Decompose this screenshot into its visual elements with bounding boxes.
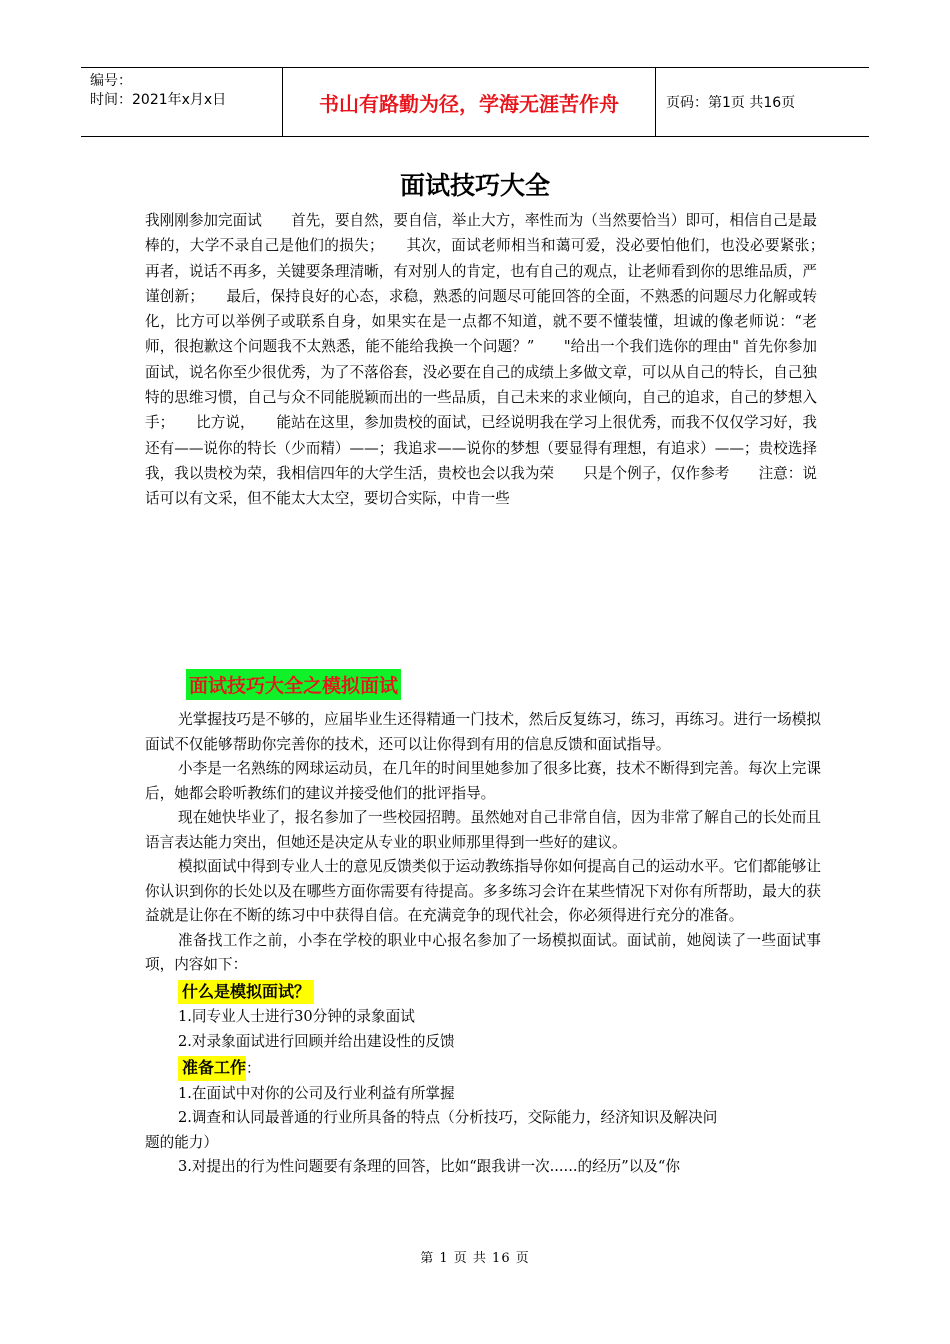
document-title: 面试技巧大全 <box>399 171 550 200</box>
prep-heading: 准备工作 <box>178 1056 246 1081</box>
list-item: 3.对提出的行为性问题要有条理的回答，比如“跟我讲一次......的经历”以及“你 <box>178 1158 680 1175</box>
what-is-heading: 什么是模拟面试？ <box>178 980 314 1005</box>
prep-heading-row <box>145 1056 821 1082</box>
paragraph: 现在她快毕业了，报名参加了一些校园招聘。虽然她对自己非常自信，因为非常了解自己的长处而且语言表达能力突出，但她还是决定从专业的职业师那里得到一些好的建议。 <box>145 809 821 851</box>
list-item: 1.在面试中对你的公司及行业利益有所掌握 <box>178 1084 455 1102</box>
paragraph: 模拟面试中得到专业人士的意见反馈类似于运动教练指导你如何提高自己的运动水平。它们都能够让你认识到你的长处以及在哪些方面你需要有待提高。多多练习会许在某些情况下对你有所帮助，最大的获益就是让你在不断的练习中中获得自信。在充满竞争的现代社会，你必须得进行充分的准备。 <box>145 858 821 924</box>
section-title: 面试技巧大全之模拟面试 <box>186 669 401 700</box>
list-item-continuation: 题的能力） <box>145 1133 218 1151</box>
what-is-heading-row <box>145 980 821 1006</box>
time-label: 时间：2021年x月x日 <box>90 92 227 108</box>
page-footer: 第 1 页 共 16 页 <box>420 1251 530 1266</box>
list-item: 2.对录象面试进行回顾并给出建设性的反馈 <box>178 1032 455 1050</box>
header-page-info: 页码：第1页 共16页 <box>666 95 796 111</box>
paragraph: 光掌握技巧是不够的，应届毕业生还得精通一门技术，然后反复练习，练习，再练习。进行一场模拟面试不仅能够帮助你完善你的技术，还可以让你得到有用的信息反馈和面试指导。 <box>145 711 821 753</box>
intro-paragraph: 我刚刚参加完面试 首先，要自然，要自信，举止大方，率性而为（当然要恰当）即可，相信自己是最棒的，大学不录自己是他们的损失； 其次，面试老师相当和蔼可爱，没必要怕他们，也没必要紧张； 再者，说话不再多，关键要条理清晰，有对别人的肯定，也有自己的观点，让老师看到你的思维品质，严谨创新； 最后，保持良好的心态，求稳，熟悉的问题尽可能回答的全面，不熟悉的问题尽力化解或转化，比方可以举例子或联系自身，如果实在是一点都不知道，就不要不懂装懂，坦诚的像老师说：“老师，很抱歉这个问题我不太熟悉，能不能给我换一个问题？” "给出一个我们选你的理由" 首先你参加面试，说名你至少很优秀，为了不落俗套，没必要在自己的成绩上多做文章，可以从自己的特长，自己独特的思维习惯，自己与众不同能脱颖而出的一些品质，自己未来的求业倾向，自己的追求，自己的梦想入手； 比方说， 能站在这里，参加贵校的面试，已经说明我在学习上很优秀，而我不仅仅学习好，我还有——说你的特长（少而精）——；我追求——说你的梦想（要显得有理想，有追求）——；贵校选择我，我以贵校为荣，我相信四年的大学生活，贵校也会以我为荣 只是个例子，仅作参考 注意：说话可以有文采，但不能太大太空，要切合实际，中肯一些 <box>145 212 847 508</box>
list-item: 1.同专业人士进行30分钟的录象面试 <box>178 1008 415 1025</box>
header-meta <box>81 68 283 136</box>
page-header <box>81 67 869 137</box>
paragraph: 准备找工作之前，小李在学校的职业中心报名参加了一场模拟面试。面试前，她阅读了一些面试事项，内容如下： <box>145 931 821 973</box>
header-motto: 书山有路勤为径，学海无涯苦作舟 <box>283 68 656 136</box>
number-label: 编号： <box>90 73 132 89</box>
paragraph: 小李是一名熟练的网球运动员，在几年的时间里她参加了很多比赛，技术不断得到完善。每次上完课后，她都会聆听教练们的建议并接受他们的批评指导。 <box>145 760 821 802</box>
list-item: 2.调查和认同最普通的行业所具备的特点（分析技巧，交际能力，经济知识及解决问 <box>178 1109 718 1126</box>
section-body <box>145 708 821 1180</box>
prep-heading-suffix: ： <box>246 1060 261 1077</box>
